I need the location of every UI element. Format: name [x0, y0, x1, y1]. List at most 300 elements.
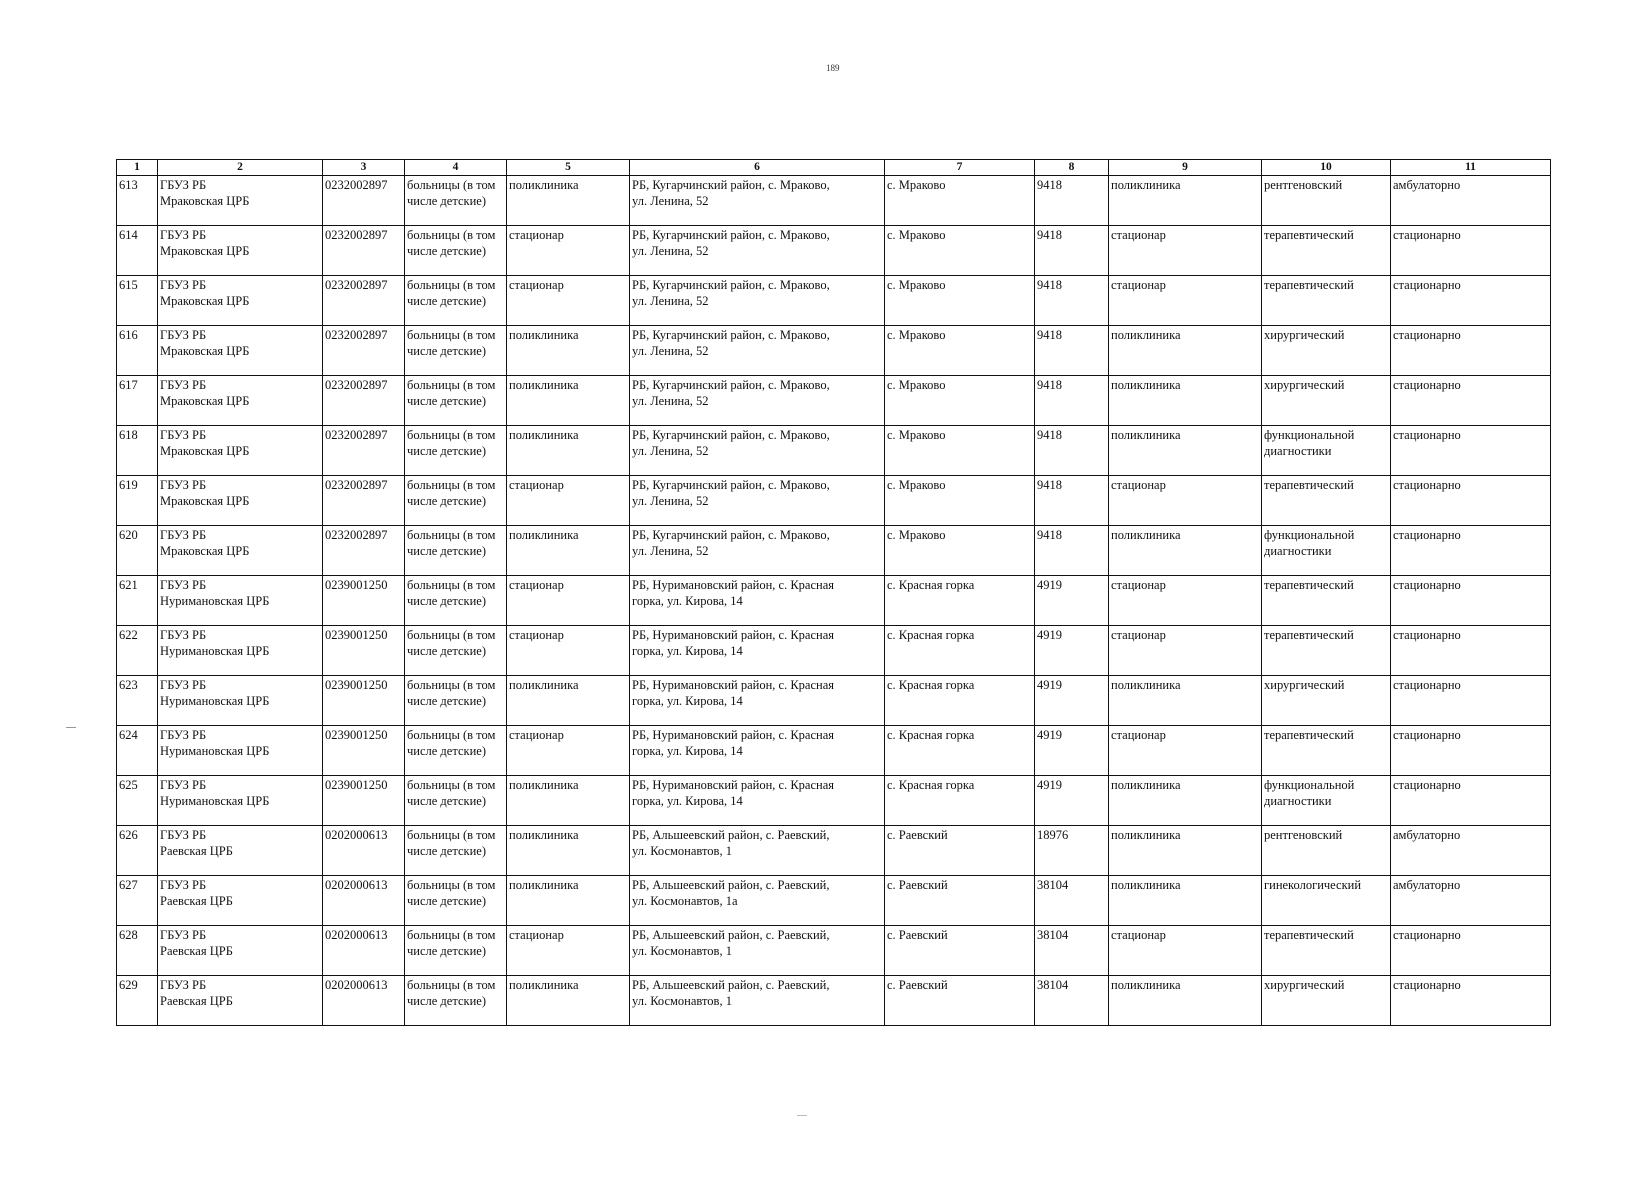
organization-cell [158, 576, 323, 626]
cell-text: РБ, Нуримановский район, с. Красная [632, 578, 835, 592]
cell-text: РБ, Кугарчинский район, с. Мраково, [632, 378, 830, 392]
cell-text: поликлиника [509, 378, 579, 392]
settlement-cell [885, 626, 1035, 676]
row-number-cell [117, 726, 158, 776]
column-header: 4 [405, 160, 507, 176]
row-number-cell [117, 226, 158, 276]
cell-text: РБ, Кугарчинский район, с. Мраково, [632, 478, 830, 492]
cell-text: ул. Ленина, 52 [632, 194, 709, 208]
cell-text: терапевтический [1264, 578, 1354, 592]
settlement-cell [885, 476, 1035, 526]
cell-text: 0232002897 [325, 378, 388, 392]
row-number-cell [117, 626, 158, 676]
cell-text: числе детские) [407, 344, 486, 358]
cell-text: числе детские) [407, 594, 486, 608]
care-mode-cell [1391, 476, 1551, 526]
cell-text: ул. Ленина, 52 [632, 444, 709, 458]
organization-cell [158, 626, 323, 676]
cell-text: больницы (в том [407, 728, 496, 742]
table-row [117, 526, 1551, 576]
column-header: 3 [323, 160, 405, 176]
table-row [117, 876, 1551, 926]
cell-text: Нуримановская ЦРБ [160, 794, 270, 808]
cell-text: числе детские) [407, 944, 486, 958]
cell-text: ул. Космонавтов, 1 [632, 994, 732, 1008]
unit-secondary-cell [1109, 326, 1262, 376]
cell-text: 616 [119, 328, 138, 342]
care-mode-cell [1391, 926, 1551, 976]
cell-text: 9418 [1037, 278, 1062, 292]
population-cell [1035, 726, 1109, 776]
cell-text: с. Красная горка [887, 628, 975, 642]
address-cell [630, 326, 885, 376]
cell-text: терапевтический [1264, 278, 1354, 292]
facility-type-cell [405, 676, 507, 726]
care-mode-cell [1391, 776, 1551, 826]
cell-text: стационар [1111, 928, 1166, 942]
registry-table [116, 159, 1551, 1026]
cell-text: ГБУЗ РБ [160, 878, 207, 892]
unit-secondary-cell [1109, 226, 1262, 276]
address-cell [630, 376, 885, 426]
cell-text: диагностики [1264, 794, 1332, 808]
cell-text: горка, ул. Кирова, 14 [632, 794, 743, 808]
cell-text: РБ, Кугарчинский район, с. Мраково, [632, 428, 830, 442]
cell-text: 625 [119, 778, 138, 792]
cell-text: 0239001250 [325, 628, 388, 642]
facility-type-cell [405, 776, 507, 826]
cell-text: 38104 [1037, 978, 1069, 992]
cell-text: ул. Ленина, 52 [632, 494, 709, 508]
facility-type-cell [405, 176, 507, 226]
cell-text: горка, ул. Кирова, 14 [632, 644, 743, 658]
cell-text: числе детские) [407, 194, 486, 208]
table-row [117, 426, 1551, 476]
cell-text: стационар [509, 578, 564, 592]
cell-text: РБ, Альшеевский район, с. Раевский, [632, 928, 830, 942]
care-mode-cell [1391, 976, 1551, 1026]
cell-text: с. Красная горка [887, 728, 975, 742]
cell-text: с. Красная горка [887, 578, 975, 592]
cell-text: с. Раевский [887, 828, 948, 842]
cell-text: числе детские) [407, 444, 486, 458]
cell-text: стационарно [1393, 778, 1461, 792]
cell-text: горка, ул. Кирова, 14 [632, 594, 743, 608]
cell-text: РБ, Кугарчинский район, с. Мраково, [632, 278, 830, 292]
cell-text: стационарно [1393, 478, 1461, 492]
cell-text: ул. Космонавтов, 1 [632, 944, 732, 958]
cell-text: стационар [509, 928, 564, 942]
unit-cell [507, 876, 630, 926]
unit-secondary-cell [1109, 476, 1262, 526]
table-row [117, 276, 1551, 326]
cell-text: 0239001250 [325, 578, 388, 592]
unit-cell [507, 676, 630, 726]
cell-text: больницы (в том [407, 778, 496, 792]
column-header: 7 [885, 160, 1035, 176]
unit-cell [507, 226, 630, 276]
organization-cell [158, 276, 323, 326]
unit-secondary-cell [1109, 776, 1262, 826]
population-cell [1035, 626, 1109, 676]
facility-type-cell [405, 926, 507, 976]
cell-text: 0202000613 [325, 928, 388, 942]
settlement-cell [885, 426, 1035, 476]
cell-text: ул. Космонавтов, 1а [632, 894, 738, 908]
cell-text: ул. Ленина, 52 [632, 294, 709, 308]
row-number-cell [117, 426, 158, 476]
unit-cell [507, 776, 630, 826]
table-row [117, 326, 1551, 376]
address-cell [630, 926, 885, 976]
organization-cell [158, 426, 323, 476]
cell-text: диагностики [1264, 444, 1332, 458]
cell-text: ГБУЗ РБ [160, 428, 207, 442]
row-number-cell [117, 676, 158, 726]
unit-cell [507, 376, 630, 426]
cell-text: Мраковская ЦРБ [160, 494, 250, 508]
care-mode-cell [1391, 176, 1551, 226]
cell-text: ГБУЗ РБ [160, 328, 207, 342]
care-mode-cell [1391, 426, 1551, 476]
population-cell [1035, 876, 1109, 926]
cell-text: стационарно [1393, 578, 1461, 592]
cell-text: 9418 [1037, 428, 1062, 442]
row-number-cell [117, 976, 158, 1026]
cell-text: с. Красная горка [887, 778, 975, 792]
cell-text: числе детские) [407, 794, 486, 808]
cell-text: Мраковская ЦРБ [160, 194, 250, 208]
inn-code-cell [323, 726, 405, 776]
cell-text: поликлиника [1111, 678, 1181, 692]
address-cell [630, 426, 885, 476]
cell-text: ГБУЗ РБ [160, 628, 207, 642]
cell-text: ГБУЗ РБ [160, 678, 207, 692]
cell-text: ГБУЗ РБ [160, 178, 207, 192]
page-number: 189 [826, 63, 840, 73]
cell-text: с. Мраково [887, 178, 946, 192]
cell-text: стационарно [1393, 378, 1461, 392]
cell-text: числе детские) [407, 744, 486, 758]
profile-cell [1262, 276, 1391, 326]
cell-text: 38104 [1037, 878, 1069, 892]
settlement-cell [885, 676, 1035, 726]
cell-text: стационарно [1393, 728, 1461, 742]
inn-code-cell [323, 426, 405, 476]
cell-text: стационарно [1393, 528, 1461, 542]
cell-text: амбулаторно [1393, 828, 1461, 842]
cell-text: с. Раевский [887, 978, 948, 992]
cell-text: с. Раевский [887, 878, 948, 892]
facility-type-cell [405, 376, 507, 426]
inn-code-cell [323, 476, 405, 526]
cell-text: 18976 [1037, 828, 1069, 842]
cell-text: поликлиника [509, 428, 579, 442]
row-number-cell [117, 326, 158, 376]
unit-cell [507, 426, 630, 476]
organization-cell [158, 476, 323, 526]
cell-text: рентгеновский [1264, 828, 1343, 842]
settlement-cell [885, 776, 1035, 826]
cell-text: Нуримановская ЦРБ [160, 594, 270, 608]
cell-text: 613 [119, 178, 138, 192]
cell-text: ГБУЗ РБ [160, 228, 207, 242]
settlement-cell [885, 226, 1035, 276]
inn-code-cell [323, 876, 405, 926]
cell-text: функциональной [1264, 528, 1355, 542]
cell-text: Нуримановская ЦРБ [160, 694, 270, 708]
population-cell [1035, 276, 1109, 326]
organization-cell [158, 326, 323, 376]
cell-text: стационарно [1393, 328, 1461, 342]
cell-text: числе детские) [407, 644, 486, 658]
cell-text: с. Мраково [887, 278, 946, 292]
inn-code-cell [323, 976, 405, 1026]
facility-type-cell [405, 726, 507, 776]
unit-cell [507, 276, 630, 326]
cell-text: РБ, Альшеевский район, с. Раевский, [632, 828, 830, 842]
cell-text: 624 [119, 728, 138, 742]
cell-text: больницы (в том [407, 278, 496, 292]
table-row [117, 676, 1551, 726]
profile-cell [1262, 826, 1391, 876]
facility-type-cell [405, 476, 507, 526]
scan-artifact [66, 727, 76, 728]
cell-text: 9418 [1037, 178, 1062, 192]
organization-cell [158, 976, 323, 1026]
care-mode-cell [1391, 376, 1551, 426]
cell-text: ул. Ленина, 52 [632, 394, 709, 408]
facility-type-cell [405, 976, 507, 1026]
inn-code-cell [323, 526, 405, 576]
cell-text: РБ, Кугарчинский район, с. Мраково, [632, 328, 830, 342]
column-header: 10 [1262, 160, 1391, 176]
organization-cell [158, 826, 323, 876]
unit-secondary-cell [1109, 526, 1262, 576]
cell-text: больницы (в том [407, 378, 496, 392]
population-cell [1035, 776, 1109, 826]
population-cell [1035, 576, 1109, 626]
cell-text: 9418 [1037, 228, 1062, 242]
cell-text: поликлиника [1111, 978, 1181, 992]
cell-text: ул. Ленина, 52 [632, 344, 709, 358]
cell-text: Нуримановская ЦРБ [160, 644, 270, 658]
cell-text: числе детские) [407, 544, 486, 558]
settlement-cell [885, 326, 1035, 376]
table-row [117, 576, 1551, 626]
address-cell [630, 176, 885, 226]
cell-text: поликлиника [1111, 878, 1181, 892]
cell-text: числе детские) [407, 994, 486, 1008]
cell-text: 618 [119, 428, 138, 442]
inn-code-cell [323, 326, 405, 376]
cell-text: Раевская ЦРБ [160, 844, 233, 858]
row-number-cell [117, 576, 158, 626]
cell-text: с. Раевский [887, 928, 948, 942]
cell-text: 4919 [1037, 578, 1062, 592]
cell-text: стационарно [1393, 678, 1461, 692]
cell-text: горка, ул. Кирова, 14 [632, 744, 743, 758]
profile-cell [1262, 926, 1391, 976]
care-mode-cell [1391, 226, 1551, 276]
row-number-cell [117, 276, 158, 326]
cell-text: 38104 [1037, 928, 1069, 942]
cell-text: 620 [119, 528, 138, 542]
cell-text: ул. Ленина, 52 [632, 544, 709, 558]
cell-text: 9418 [1037, 378, 1062, 392]
cell-text: РБ, Нуримановский район, с. Красная [632, 628, 835, 642]
cell-text: 0239001250 [325, 778, 388, 792]
cell-text: ГБУЗ РБ [160, 528, 207, 542]
population-cell [1035, 826, 1109, 876]
unit-cell [507, 176, 630, 226]
table-row [117, 376, 1551, 426]
cell-text: ГБУЗ РБ [160, 728, 207, 742]
cell-text: РБ, Нуримановский район, с. Красная [632, 778, 835, 792]
cell-text: РБ, Альшеевский район, с. Раевский, [632, 978, 830, 992]
population-cell [1035, 176, 1109, 226]
cell-text: функциональной [1264, 778, 1355, 792]
population-cell [1035, 976, 1109, 1026]
organization-cell [158, 376, 323, 426]
profile-cell [1262, 376, 1391, 426]
profile-cell [1262, 876, 1391, 926]
cell-text: с. Мраково [887, 528, 946, 542]
settlement-cell [885, 176, 1035, 226]
cell-text: РБ, Нуримановский район, с. Красная [632, 678, 835, 692]
cell-text: 4919 [1037, 678, 1062, 692]
cell-text: больницы (в том [407, 328, 496, 342]
cell-text: 9418 [1037, 328, 1062, 342]
cell-text: 615 [119, 278, 138, 292]
cell-text: больницы (в том [407, 528, 496, 542]
table-row [117, 926, 1551, 976]
column-header: 2 [158, 160, 323, 176]
cell-text: ГБУЗ РБ [160, 778, 207, 792]
unit-cell [507, 476, 630, 526]
facility-type-cell [405, 276, 507, 326]
inn-code-cell [323, 826, 405, 876]
cell-text: РБ, Кугарчинский район, с. Мраково, [632, 178, 830, 192]
inn-code-cell [323, 226, 405, 276]
cell-text: больницы (в том [407, 428, 496, 442]
row-number-cell [117, 376, 158, 426]
cell-text: стационарно [1393, 628, 1461, 642]
facility-type-cell [405, 426, 507, 476]
profile-cell [1262, 226, 1391, 276]
settlement-cell [885, 826, 1035, 876]
cell-text: диагностики [1264, 544, 1332, 558]
cell-text: 627 [119, 878, 138, 892]
cell-text: 4919 [1037, 628, 1062, 642]
cell-text: больницы (в том [407, 628, 496, 642]
cell-text: Мраковская ЦРБ [160, 544, 250, 558]
care-mode-cell [1391, 576, 1551, 626]
settlement-cell [885, 376, 1035, 426]
cell-text: поликлиника [509, 528, 579, 542]
cell-text: 622 [119, 628, 138, 642]
care-mode-cell [1391, 276, 1551, 326]
organization-cell [158, 726, 323, 776]
cell-text: Мраковская ЦРБ [160, 394, 250, 408]
address-cell [630, 576, 885, 626]
address-cell [630, 726, 885, 776]
settlement-cell [885, 876, 1035, 926]
unit-cell [507, 576, 630, 626]
cell-text: стационарно [1393, 428, 1461, 442]
cell-text: поликлиника [509, 678, 579, 692]
unit-secondary-cell [1109, 876, 1262, 926]
cell-text: с. Мраково [887, 328, 946, 342]
cell-text: хирургический [1264, 978, 1345, 992]
unit-secondary-cell [1109, 626, 1262, 676]
unit-cell [507, 526, 630, 576]
column-header: 1 [117, 160, 158, 176]
column-header: 11 [1391, 160, 1551, 176]
inn-code-cell [323, 376, 405, 426]
cell-text: стационар [1111, 478, 1166, 492]
profile-cell [1262, 676, 1391, 726]
cell-text: стационарно [1393, 228, 1461, 242]
cell-text: поликлиника [1111, 528, 1181, 542]
cell-text: Мраковская ЦРБ [160, 444, 250, 458]
profile-cell [1262, 476, 1391, 526]
unit-cell [507, 326, 630, 376]
cell-text: ГБУЗ РБ [160, 978, 207, 992]
care-mode-cell [1391, 326, 1551, 376]
cell-text: с. Мраково [887, 228, 946, 242]
cell-text: поликлиника [509, 828, 579, 842]
organization-cell [158, 926, 323, 976]
facility-type-cell [405, 876, 507, 926]
unit-secondary-cell [1109, 976, 1262, 1026]
cell-text: больницы (в том [407, 678, 496, 692]
inn-code-cell [323, 676, 405, 726]
population-cell [1035, 676, 1109, 726]
cell-text: горка, ул. Кирова, 14 [632, 694, 743, 708]
profile-cell [1262, 976, 1391, 1026]
profile-cell [1262, 776, 1391, 826]
population-cell [1035, 226, 1109, 276]
table-row [117, 626, 1551, 676]
profile-cell [1262, 576, 1391, 626]
cell-text: 614 [119, 228, 138, 242]
facility-type-cell [405, 826, 507, 876]
profile-cell [1262, 626, 1391, 676]
address-cell [630, 226, 885, 276]
unit-secondary-cell [1109, 426, 1262, 476]
unit-cell [507, 726, 630, 776]
cell-text: больницы (в том [407, 928, 496, 942]
cell-text: 0232002897 [325, 328, 388, 342]
cell-text: стационар [1111, 278, 1166, 292]
cell-text: ГБУЗ РБ [160, 578, 207, 592]
row-number-cell [117, 476, 158, 526]
population-cell [1035, 476, 1109, 526]
cell-text: терапевтический [1264, 628, 1354, 642]
cell-text: стационарно [1393, 928, 1461, 942]
table-row [117, 776, 1551, 826]
cell-text: поликлиника [1111, 328, 1181, 342]
cell-text: числе детские) [407, 844, 486, 858]
cell-text: поликлиника [1111, 428, 1181, 442]
cell-text: больницы (в том [407, 228, 496, 242]
address-cell [630, 826, 885, 876]
cell-text: стационар [509, 628, 564, 642]
cell-text: 623 [119, 678, 138, 692]
cell-text: хирургический [1264, 328, 1345, 342]
cell-text: ул. Ленина, 52 [632, 244, 709, 258]
